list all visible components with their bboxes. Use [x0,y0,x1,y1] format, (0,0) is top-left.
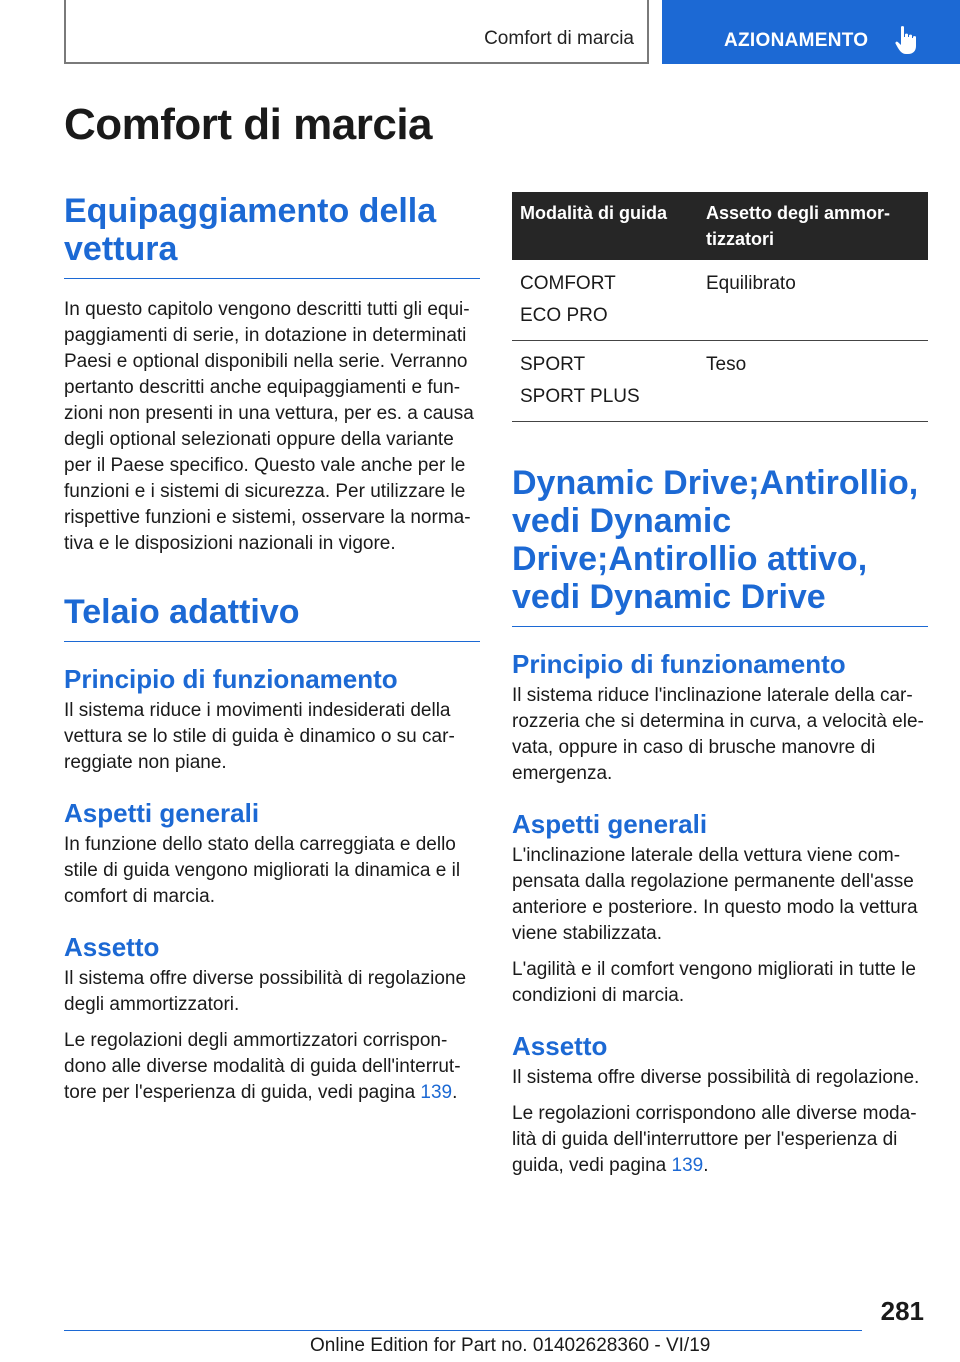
driving-mode-table [512,192,928,422]
assetto-paragraph-2 [512,1101,928,1179]
assetto-paragraph-2-end: . [452,1082,458,1103]
page-title: Comfort di marcia [64,100,433,149]
header-tab-azionamento[interactable] [662,0,960,64]
footer-edition: Online Edition for Part no. 01402628360 - VI/19 [310,1335,711,1356]
section-heading-dynamic-drive: Dynamic Drive;Antirollio, vedi Dynamic Drive;Antirollio attivo, vedi Dynamic Drive [512,464,928,627]
mode-label: SPORT [520,354,586,375]
mode-label: COMFORT [520,273,616,294]
section-heading-telaio: Telaio adattivo [64,593,480,642]
aspetti-paragraph-1: L'inclinazione laterale della vettura viene compensata dalla regolazione permanente dell'asse anteriore e posteriore. In questo modo la vettura viene stabilizzata. [512,845,918,944]
subheading-principio: Principio di funzionamento [64,664,398,694]
header-section-title: Comfort di marcia [484,28,634,49]
header-tab-label: AZIONAMENTO [724,30,869,51]
principio-paragraph: Il sistema riduce i movimenti indesiderati della vettura se lo stile di guida è dinamico o su carreggiate non piane. [64,700,455,773]
assetto-paragraph-1: Il sistema offre diverse possibilità di regolazione. [512,1067,920,1088]
table-cell-modes [512,341,698,422]
assetto-paragraph-2 [64,1028,480,1106]
table-header-mode: Modalità di guida [512,192,698,260]
assetto-paragraph-2-text: Le regolazioni degli ammortizzatori corrispondono alle diverse modalità di guida dell'interruttore per l'esperienza di guida, vedi pagina [64,1030,461,1103]
table-cell-setting: Equilibrato [698,260,928,341]
footer-divider [64,1330,862,1331]
page-number: 281 [880,1296,924,1326]
hand-pointer-icon [895,25,921,55]
section-heading-equipaggiamento: Equipaggiamento della vettura [64,192,480,279]
page-link-139[interactable]: 139 [420,1082,453,1103]
table-header-row [512,192,928,260]
table-row [512,260,928,341]
table-header-setting: Assetto degli ammortizzatori [698,192,928,260]
subheading-aspetti: Aspetti generali [512,809,708,839]
table-row [512,341,928,422]
mode-label: SPORT PLUS [520,386,640,407]
subheading-aspetti: Aspetti generali [64,798,260,828]
assetto-paragraph-2-end: . [703,1155,709,1176]
table-cell-modes [512,260,698,341]
assetto-paragraph-2-text: Le regolazioni corrispondono alle diverse modalità di guida dell'interruttore per l'esperienza di guida, vedi pagina [512,1103,917,1176]
equipaggiamento-paragraph: In questo capitolo vengono descritti tutti gli equipaggiamenti di serie, in dotazione in determinati Paesi e optional disponibili nella serie. Verranno pertanto descritti anche equipaggiamenti e funzioni non presenti in una vettura, per es. a causa degli optional selezionati oppure della variante per il Paese specifico. Questo vale anche per le funzioni e i sistemi di sicurezza. Per utilizzare le rispettive funzioni e sistemi, osservare la normativa e le disposizioni nazionali in vigore. [64,299,474,554]
right-column [512,192,928,1179]
left-column [64,192,480,1106]
subheading-assetto: Assetto [64,932,160,962]
subheading-principio: Principio di funzionamento [512,649,846,679]
assetto-paragraph-1: Il sistema offre diverse possibilità di regolazione degli ammortizzatori. [64,968,467,1015]
aspetti-paragraph-2: L'agilità e il comfort vengono migliorati in tutte le condizioni di marcia. [512,959,916,1006]
table-cell-setting: Teso [698,341,928,422]
page-link-139[interactable]: 139 [671,1155,704,1176]
aspetti-paragraph: In funzione dello stato della carreggiata e dello stile di guida vengono migliorati la dinamica e il comfort di marcia. [64,834,461,907]
mode-label: ECO PRO [520,305,608,326]
principio-paragraph: Il sistema riduce l'inclinazione laterale della carrozzeria che si determina in curva, a velocità elevata, oppure in caso di brusche manovre di emergenza. [512,685,924,784]
subheading-assetto: Assetto [512,1031,608,1061]
